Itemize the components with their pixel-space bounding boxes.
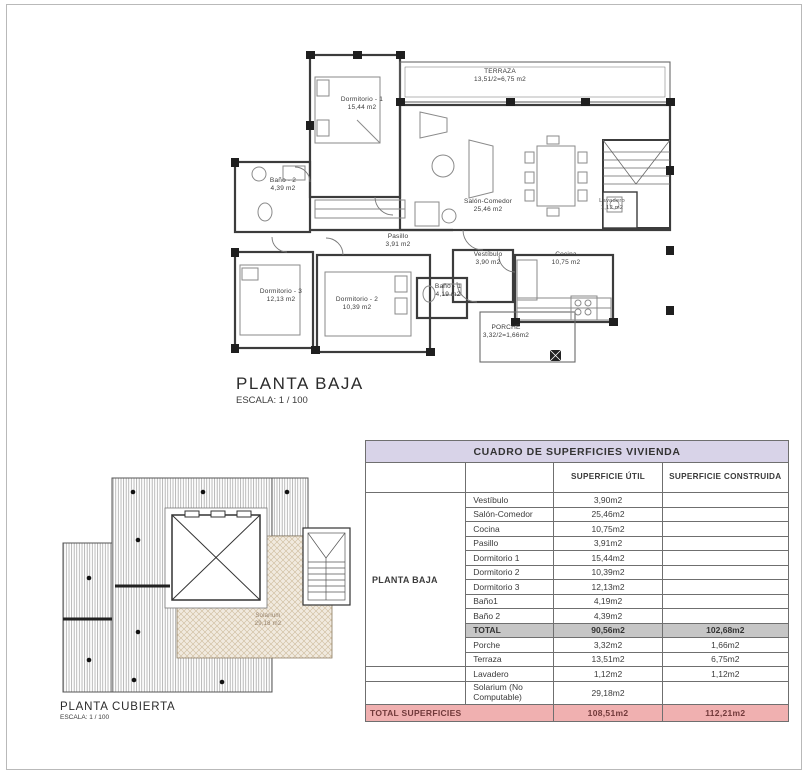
plan-baja-title-block <box>236 374 364 406</box>
room-label-dormitorio1: Dormitorio - 1 15,44 m2 <box>340 96 384 112</box>
room-label-porche: PORCHE 3,32/2=1,66m2 <box>482 324 530 340</box>
table-row: PLANTA BAJA Vestíbulo 3,90m2 <box>366 493 789 508</box>
total-superficies-label: TOTAL SUPERFICIES <box>366 704 554 721</box>
table-row: Pasillo 3,91m2 <box>366 536 789 551</box>
table-total-row: TOTAL 90,56m2 102,68m2 <box>366 623 789 638</box>
table-row: Porche 3,32m2 1,66m2 <box>366 638 789 653</box>
table-row: Dormitorio 2 10,39m2 <box>366 565 789 580</box>
room-label-salon: Salón-Comedor 25,46 m2 <box>463 198 513 214</box>
group-label-planta-baja: PLANTA BAJA <box>366 493 466 667</box>
table-title-row <box>366 441 789 463</box>
table-row: Dormitorio 1 15,44m2 <box>366 551 789 566</box>
plan-cubierta-title: PLANTA CUBIERTA <box>60 701 176 713</box>
room-label-vestibulo: Vestíbulo 3,90 m2 <box>473 251 503 267</box>
roof-plan-drawing <box>55 470 355 700</box>
room-label-cocina: Cocina 10,75 m2 <box>551 251 581 267</box>
room-label-bano1: Baño - 1 4,19 m2 <box>434 283 462 299</box>
table-header-row <box>366 463 789 493</box>
table-row: Lavadero 1,12m2 1,12m2 <box>366 667 789 682</box>
room-label-terraza: TERRAZA 13,51/2=6,75 m2 <box>474 68 526 84</box>
plan-cubierta-scale: ESCALA: 1 / 100 <box>60 714 110 721</box>
room-label-dormitorio3: Dormitorio - 3 12,13 m2 <box>259 288 303 304</box>
plan-baja-scale: ESCALA: 1 / 100 <box>236 395 308 406</box>
room-label-pasillo: Pasillo 3,91 m2 <box>385 233 411 249</box>
table-row: Baño1 4,19m2 <box>366 594 789 609</box>
room-label-solarium: Solarium 29,18 m2 <box>254 613 282 627</box>
room-label-dormitorio2: Dormitorio - 2 10,39 m2 <box>335 296 379 312</box>
table-row: Cocina 10,75m2 <box>366 522 789 537</box>
table-title: CUADRO DE SUPERFICIES VIVIENDA <box>366 441 789 463</box>
table-row: Terraza 13,51m2 6,75m2 <box>366 652 789 667</box>
surface-table <box>365 440 789 722</box>
table-row: Dormitorio 3 12,13m2 <box>366 580 789 595</box>
plan-cubierta-title-block <box>60 701 176 721</box>
col-header-superficie-construida: SUPERFICIE CONSTRUIDA <box>662 463 788 493</box>
plan-baja-title: PLANTA BAJA <box>236 374 364 393</box>
room-label-lavadero: Lavadero 1,12 m2 <box>599 198 625 212</box>
table-row: Solarium (No Computable) 29,18m2 <box>366 681 789 704</box>
table-row: Baño 2 4,39m2 <box>366 609 789 624</box>
col-header-superficie-util: SUPERFICIE ÚTIL <box>554 463 662 493</box>
table-footer-row: TOTAL SUPERFICIES 108,51m2 112,21m2 <box>366 704 789 721</box>
room-label-bano2: Baño - 2 4,39 m2 <box>269 177 297 193</box>
table-row: Salón-Comedor 25,46m2 <box>366 507 789 522</box>
